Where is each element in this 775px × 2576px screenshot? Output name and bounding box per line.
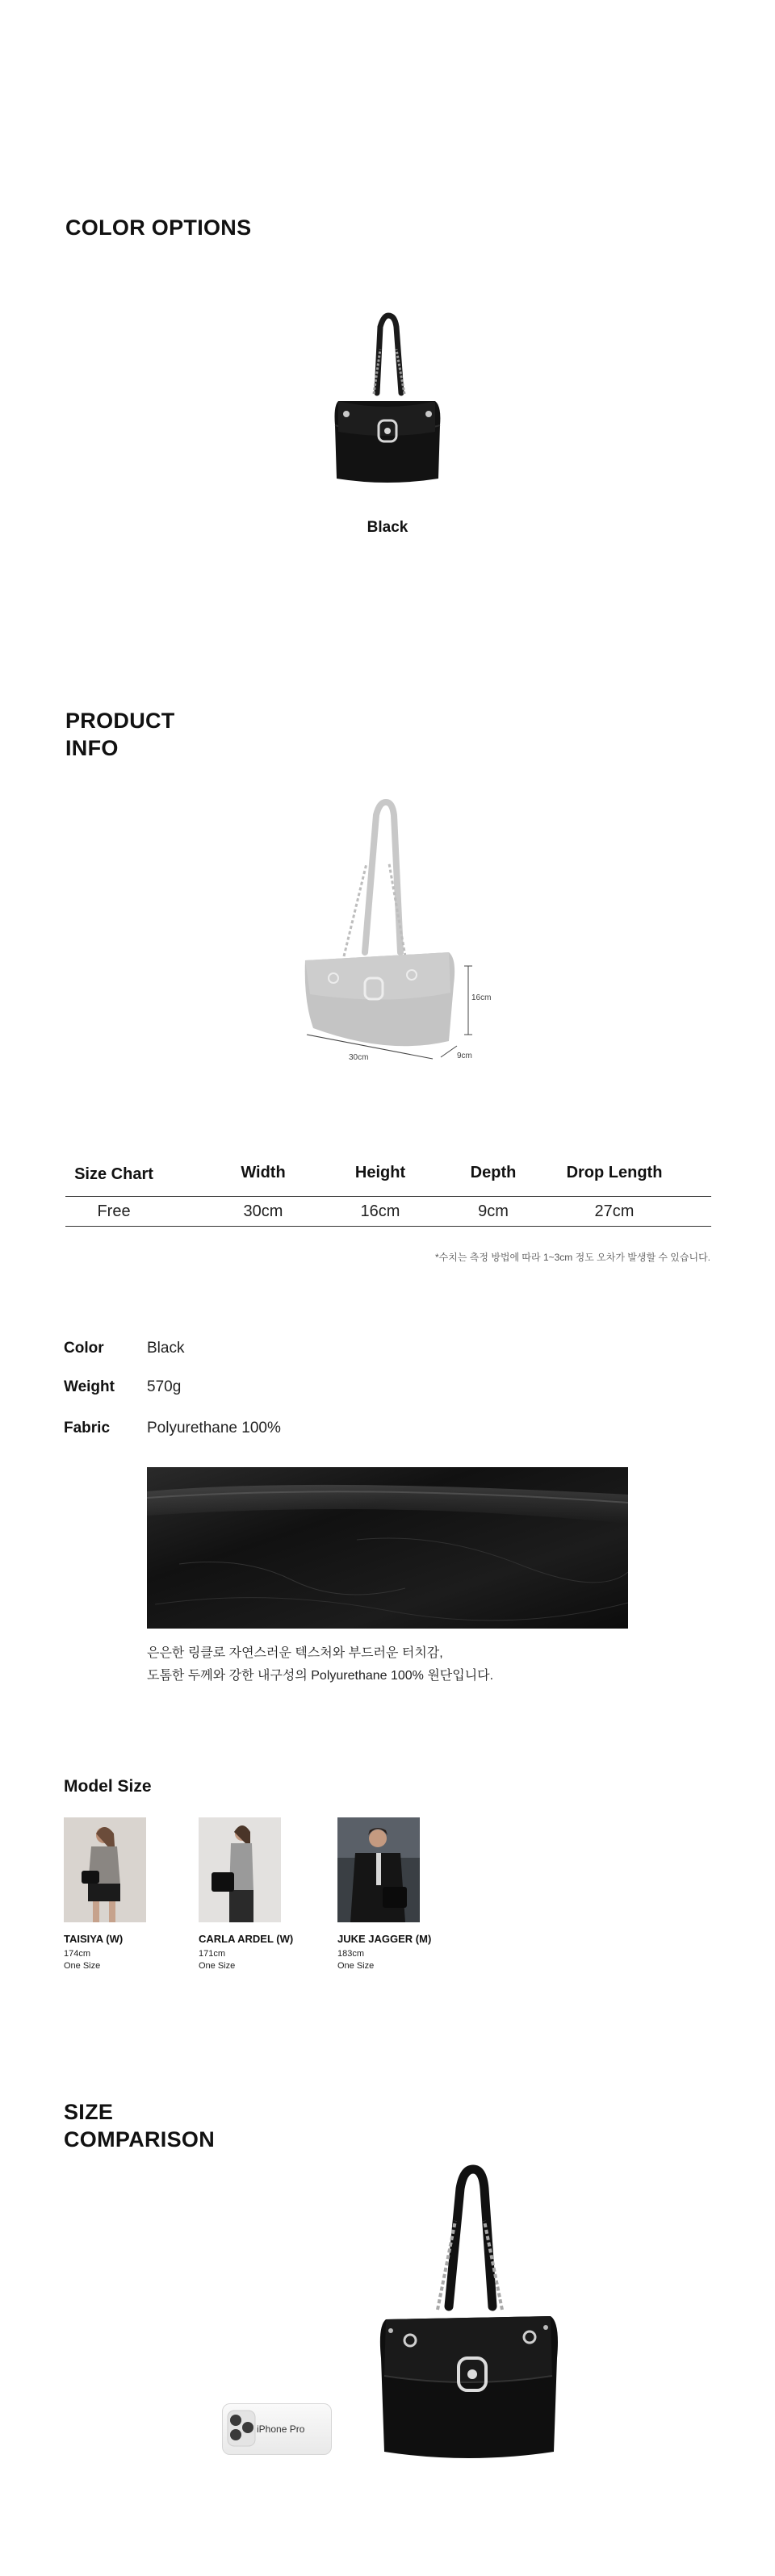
product-info-heading bbox=[65, 707, 175, 762]
spec-color-value: Black bbox=[147, 1340, 185, 1357]
fabric-texture-image bbox=[147, 1467, 628, 1629]
fabric-description-line2: 도톰한 두께와 강한 내구성의 Polyurethane 100% 원단입니다. bbox=[147, 1669, 494, 1683]
model-card-taisiya bbox=[64, 1817, 153, 1972]
model-size-carla: One Size bbox=[199, 1961, 236, 1971]
size-comparison-bag-image bbox=[371, 2164, 565, 2471]
product-info-heading-line2: INFO bbox=[65, 736, 119, 760]
spec-weight-label: Weight bbox=[64, 1378, 115, 1395]
spec-weight-value: 570g bbox=[147, 1378, 182, 1395]
size-comparison-heading bbox=[64, 2098, 215, 2153]
model-card-carla bbox=[199, 1817, 294, 1972]
iphone-camera-icon bbox=[226, 2409, 258, 2449]
product-info-heading-line1: PRODUCT bbox=[65, 709, 175, 733]
color-options-heading: COLOR OPTIONS bbox=[65, 215, 252, 240]
model-size-heading: Model Size bbox=[64, 1777, 152, 1796]
spec-fabric-value: Polyurethane 100% bbox=[147, 1420, 281, 1436]
spec-fabric-label: Fabric bbox=[64, 1420, 111, 1436]
color-option-black-bag-image[interactable] bbox=[327, 311, 448, 496]
size-chart-divider bbox=[65, 1196, 711, 1197]
model-name-taisiya: TAISIYA (W) bbox=[64, 1933, 124, 1945]
model-height-juke: 183cm bbox=[337, 1949, 365, 1959]
model-photo-carla bbox=[199, 1817, 281, 1922]
size-chart-cell-drop-length: 27cm bbox=[594, 1202, 635, 1220]
size-chart-cell-size: Free bbox=[97, 1202, 131, 1220]
size-chart-cell-height: 16cm bbox=[360, 1202, 400, 1220]
size-chart-header-drop-length: Drop Length bbox=[566, 1164, 663, 1181]
dimension-width-label: 30cm bbox=[349, 1053, 369, 1062]
size-chart-note: *수치는 측정 방법에 따라 1~3cm 정도 오차가 발생할 수 있습니다. bbox=[435, 1252, 710, 1263]
size-chart-cell-width: 30cm bbox=[243, 1202, 283, 1220]
fabric-description-line1: 은은한 링클로 자연스러운 텍스처와 부드러운 터치감, bbox=[147, 1646, 443, 1660]
model-name-juke: JUKE JAGGER (M) bbox=[337, 1933, 432, 1945]
dimension-height-label: 16cm bbox=[471, 993, 492, 1002]
size-chart-header-label: Size Chart bbox=[74, 1165, 153, 1183]
color-option-label[interactable]: Black bbox=[367, 519, 408, 536]
spec-color-label: Color bbox=[64, 1340, 104, 1357]
size-chart-bottom-rule bbox=[65, 1226, 711, 1227]
size-chart-header-height: Height bbox=[354, 1164, 406, 1181]
size-comparison-heading-line1: SIZE bbox=[64, 2100, 114, 2124]
dimension-depth-label: 9cm bbox=[457, 1052, 472, 1060]
size-chart-header-depth: Depth bbox=[470, 1164, 517, 1181]
model-photo-taisiya bbox=[64, 1817, 146, 1922]
model-height-taisiya: 174cm bbox=[64, 1949, 91, 1959]
product-dimension-diagram bbox=[299, 799, 509, 1073]
size-chart-table bbox=[65, 1154, 711, 1227]
fabric-description bbox=[147, 1642, 493, 1687]
iphone-label: iPhone Pro bbox=[257, 2423, 305, 2435]
size-chart-cell-depth: 9cm bbox=[478, 1202, 509, 1220]
model-size-taisiya: One Size bbox=[64, 1961, 101, 1971]
model-size-juke: One Size bbox=[337, 1961, 375, 1971]
size-comparison-heading-line2: COMPARISON bbox=[64, 2127, 216, 2152]
iphone-comparison-image bbox=[222, 2403, 332, 2455]
size-chart-header-width: Width bbox=[241, 1164, 286, 1181]
model-photo-juke bbox=[337, 1817, 420, 1922]
model-height-carla: 171cm bbox=[199, 1949, 226, 1959]
model-name-carla: CARLA ARDEL (W) bbox=[199, 1933, 294, 1945]
model-card-juke bbox=[337, 1817, 432, 1972]
